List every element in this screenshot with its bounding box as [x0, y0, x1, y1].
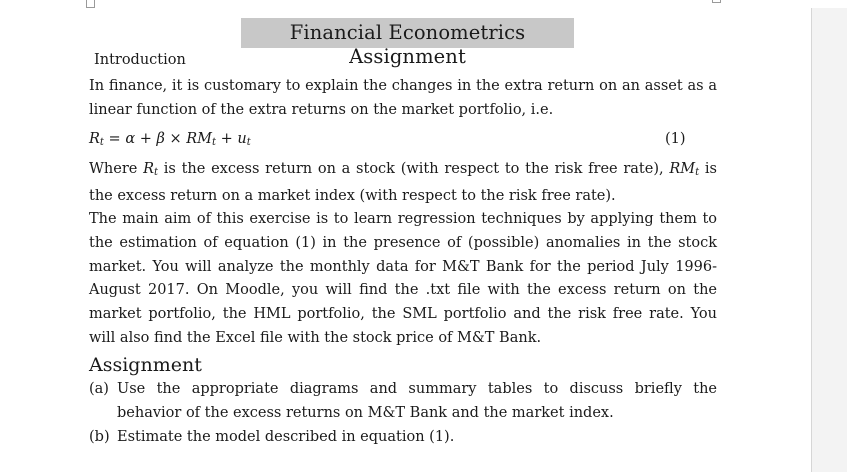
margin-corner-mark — [712, 0, 721, 3]
list-marker: (a) — [89, 381, 109, 397]
equation-number: (1) — [665, 131, 686, 147]
eq-subscript-t: t — [99, 137, 104, 148]
paragraph-intro: In finance, it is customary to explain the changes in the extra return on an asset as a linear function of the extra returns on the market portfolio, i.e. — [89, 78, 717, 118]
window-gutter — [811, 8, 847, 472]
list-item-text: Use the appropriate diagrams and summary tables to discuss briefly the behavior of the excess returns on M&T Bank and the market index. — [117, 381, 717, 421]
title-highlight — [241, 18, 574, 68]
assignment-heading: Assignment — [89, 354, 202, 376]
where-text-2: is the excess return on a market index (with respect to the risk free rate). — [89, 161, 717, 204]
symbol-r: R — [143, 161, 154, 177]
eq-r: R — [89, 131, 100, 147]
paragraph-aim: The main aim of this exercise is to learn regression techniques by applying them to the estimation of equation (1) in the presence of (possible) anomalies in the stock market. You will analyze the monthly data for M&T Bank for the period July 1996-August 2017. On Moodle, you will find the .txt file with the excess return on the market portfolio, the HML portfolio, the SML portfolio and the risk free rate. You will also find the Excel file with the stock price of M&T Bank. — [89, 211, 717, 346]
paragraph-where — [89, 158, 717, 209]
list-item — [89, 426, 717, 450]
introduction-heading: Introduction — [94, 52, 186, 68]
list-item — [89, 378, 717, 426]
eq-u: u — [237, 131, 247, 147]
symbol-subscript-t: t — [695, 167, 700, 178]
where-text-1: is the excess return on a stock (with respect to the risk free rate), — [158, 161, 670, 177]
margin-corner-mark — [86, 0, 95, 8]
eq-subscript-t: t — [246, 137, 251, 148]
symbol-rm: RM — [669, 161, 696, 177]
eq-subscript-t: t — [212, 137, 217, 148]
symbol-subscript-t: t — [154, 167, 159, 178]
where-label: Where — [89, 161, 144, 177]
eq-plus: + — [216, 131, 238, 147]
list-item-text: Estimate the model described in equation (1). — [117, 429, 455, 445]
list-marker: (b) — [89, 429, 110, 445]
document-title: Financial Econometrics Assignment — [289, 21, 526, 68]
equation — [89, 129, 251, 153]
eq-rm: RM — [186, 131, 212, 147]
eq-middle: = α + β × — [103, 131, 187, 147]
